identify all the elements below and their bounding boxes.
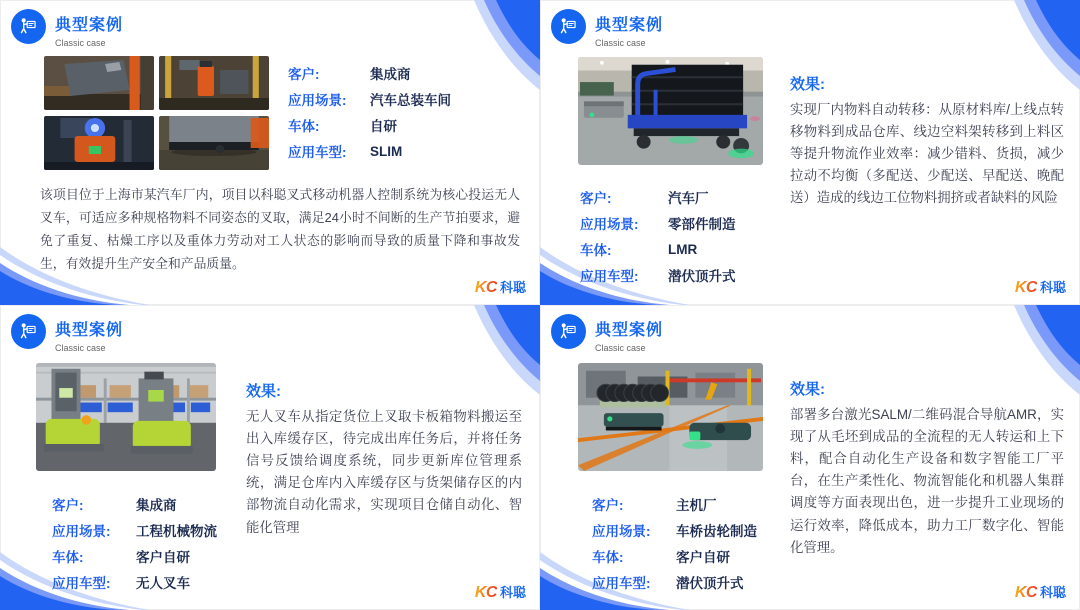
kc-logo <box>1015 277 1066 297</box>
field-value: 无人叉车 <box>136 576 190 591</box>
case-subtitle: Classic case <box>595 343 646 353</box>
forklift-photo-4 <box>159 116 269 170</box>
field-value: 自研 <box>370 119 397 134</box>
field-row <box>580 184 736 210</box>
card-header <box>11 9 123 48</box>
case-fields <box>580 184 736 288</box>
case-card-4 <box>540 305 1080 610</box>
kc-logo <box>475 582 526 602</box>
field-row <box>592 517 757 543</box>
kc-logo <box>475 277 526 297</box>
field-label: 应用场景: <box>288 93 347 108</box>
field-row <box>288 138 451 164</box>
field-row <box>580 262 736 288</box>
effect-text: 无人叉车从指定货位上叉取卡板箱物料搬运至出入库缓存区，待完成出库任务后，并将任务信号反馈给调度系统，同步更新库位管理系统，满足仓库内入库缓存区与货架储存区的内部物流自动化需求，实现项目仓储自动化、智能化管理 <box>246 409 522 535</box>
field-row <box>288 112 451 138</box>
forklift-photo-grid <box>44 56 269 170</box>
field-label: 应用车型: <box>580 269 639 284</box>
effect-heading: 效果: <box>790 381 825 398</box>
field-row <box>288 60 451 86</box>
case-fields <box>52 491 217 595</box>
field-label: 应用场景: <box>52 524 111 539</box>
field-row <box>52 517 217 543</box>
field-label: 应用车型: <box>592 576 651 591</box>
field-value: LMR <box>668 241 698 257</box>
forklift-warehouse-photo <box>36 363 216 471</box>
kc-logo-mark: KC <box>474 584 497 601</box>
field-value: 集成商 <box>370 67 411 82</box>
case-title: 典型案例 <box>595 322 664 339</box>
field-row <box>52 569 217 595</box>
presenter-icon <box>551 314 586 349</box>
field-row <box>592 543 757 569</box>
field-value: 车桥齿轮制造 <box>676 524 757 539</box>
field-value: 潜伏顶升式 <box>676 576 744 591</box>
case-card-1 <box>0 0 540 305</box>
effect-heading: 效果: <box>246 383 281 400</box>
forklift-photo-3 <box>44 116 154 170</box>
field-label: 车体: <box>580 243 612 258</box>
case-title: 典型案例 <box>55 322 124 339</box>
forklift-photo-2 <box>159 56 269 110</box>
field-label: 客户: <box>580 191 612 206</box>
field-label: 应用场景: <box>592 524 651 539</box>
case-subtitle: Classic case <box>55 38 106 48</box>
field-value: SLIM <box>370 143 403 159</box>
field-label: 车体: <box>288 119 320 134</box>
field-value: 潜伏顶升式 <box>668 269 736 284</box>
case-description: 该项目位于上海市某汽车厂内，项目以科聪叉式移动机器人控制系统为核心投运无人叉车，可适应多种规格物料不同姿态的叉取，满足24小时不间断的生产节拍要求，避免了重复、枯燥工序以及重体力劳动对工人状态的影响而导致的质量下降和事故发生，有效提升生产安全和产品质量。 <box>40 187 520 272</box>
case-title: 典型案例 <box>595 17 664 34</box>
field-label: 应用场景: <box>580 217 639 232</box>
kc-logo-name: 科聪 <box>1039 585 1066 600</box>
kc-logo-mark: KC <box>1014 584 1037 601</box>
corner-wave-decoration <box>968 0 1080 90</box>
field-row <box>52 543 217 569</box>
presenter-icon <box>551 9 586 44</box>
field-row <box>580 236 736 262</box>
field-value: 汽车厂 <box>668 191 709 206</box>
effect-text: 实现厂内物料自动转移：从原材料库/上线点转移物料到成品仓库、线边空料架转移到上料区等提升物流作业效率：减少错料、货损，减少拉动不均衡（多配送、少配送、早配送、晚配送）造成的线边工位物料拥挤或者缺料的风险 <box>790 102 1064 206</box>
corner-wave-decoration <box>428 305 540 395</box>
case-fields <box>288 60 451 164</box>
case-title: 典型案例 <box>55 17 124 34</box>
field-row <box>52 491 217 517</box>
kc-logo-mark: KC <box>1014 279 1037 296</box>
presenter-icon <box>11 314 46 349</box>
corner-wave-decoration <box>968 305 1080 395</box>
field-label: 应用车型: <box>288 145 347 160</box>
case-card-3 <box>0 305 540 610</box>
forklift-photo-1 <box>44 56 154 110</box>
field-row <box>592 491 757 517</box>
field-label: 应用车型: <box>52 576 111 591</box>
kc-logo-name: 科聪 <box>499 585 526 600</box>
kc-logo-name: 科聪 <box>499 280 526 295</box>
effect-heading: 效果: <box>790 76 825 93</box>
field-label: 客户: <box>52 498 84 513</box>
kc-logo-mark: KC <box>474 279 497 296</box>
field-value: 零部件制造 <box>668 217 736 232</box>
amr-gear-photo <box>578 363 763 471</box>
field-label: 车体: <box>52 550 84 565</box>
presenter-icon <box>11 9 46 44</box>
field-value: 主机厂 <box>676 498 717 513</box>
field-row <box>288 86 451 112</box>
card-header <box>551 9 663 48</box>
case-subtitle: Classic case <box>595 38 646 48</box>
kc-logo-name: 科聪 <box>1039 280 1066 295</box>
field-label: 客户: <box>592 498 624 513</box>
case-card-2 <box>540 0 1080 305</box>
card-header <box>551 314 663 353</box>
case-fields <box>592 491 757 595</box>
effect-text: 部署多台激光SALM/二维码混合导航AMR，实现了从毛坯到成品的全流程的无人转运和上下料，配合自动化生产设备和数字智能工厂平台，在生产柔性化、物流智能化和机器人集群调度等方面表现出色，进一步提升工业现场的运行效率，降低成本，助力工厂数字化、智能化管理。 <box>790 407 1064 555</box>
field-value: 汽车总装车间 <box>370 93 451 108</box>
field-value: 客户自研 <box>136 550 190 565</box>
field-value: 客户自研 <box>676 550 730 565</box>
field-label: 车体: <box>592 550 624 565</box>
field-value: 工程机械物流 <box>136 524 217 539</box>
agv-cart-photo <box>578 57 763 165</box>
kc-logo <box>1015 582 1066 602</box>
case-subtitle: Classic case <box>55 343 106 353</box>
field-value: 集成商 <box>136 498 177 513</box>
card-header <box>11 314 123 353</box>
field-row <box>592 569 757 595</box>
field-row <box>580 210 736 236</box>
field-label: 客户: <box>288 67 320 82</box>
